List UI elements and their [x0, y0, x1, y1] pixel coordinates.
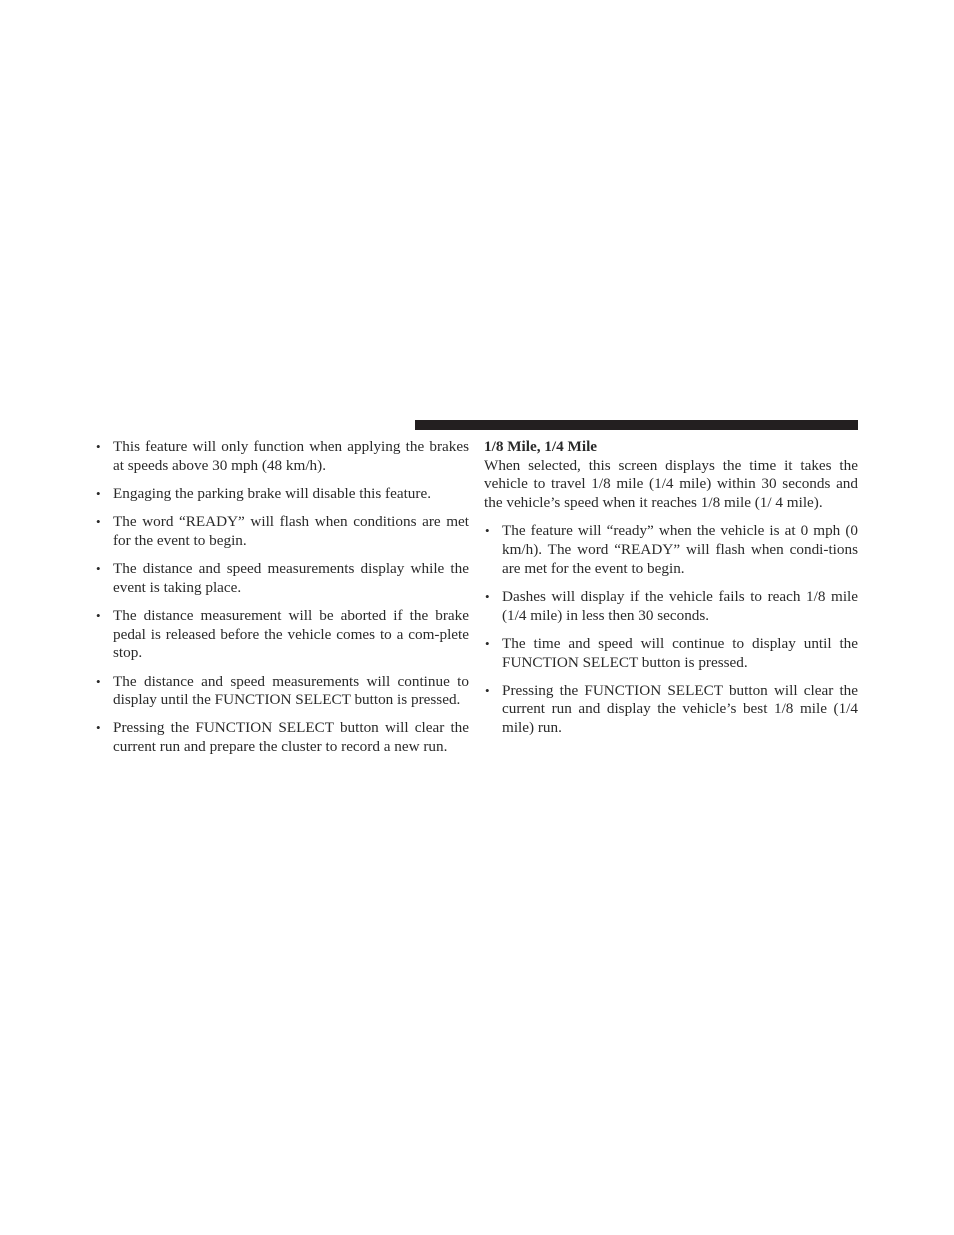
right-bullet-list	[484, 522, 858, 738]
bullet-text: Pressing the FUNCTION SELECT button will clear the current run and display the vehicle’s best 1/8 mile (1/4 mile) run.	[502, 681, 858, 737]
bullet-icon: •	[96, 514, 101, 530]
list-item	[95, 560, 469, 597]
bullet-text: Engaging the parking brake will disable this feature.	[113, 484, 431, 502]
section-header-rule	[415, 420, 858, 430]
bullet-icon: •	[485, 682, 490, 698]
bullet-icon: •	[96, 561, 101, 577]
section-intro: When selected, this screen displays the time it takes the vehicle to travel 1/8 mile (1/4 mile) within 30 seconds and the vehicle’s speed when it reaches 1/8 mile (1/ 4 mile).	[484, 456, 858, 512]
bullet-text: The time and speed will continue to display until the FUNCTION SELECT button is pressed.	[502, 634, 858, 671]
bullet-text: The distance measurement will be aborted if the brake pedal is released before the vehicle comes to a com-plete stop.	[113, 606, 469, 662]
bullet-icon: •	[96, 673, 101, 689]
bullet-icon: •	[96, 439, 101, 454]
bullet-text: The distance and speed measurements will continue to display until the FUNCTION SELECT button is pressed.	[113, 672, 469, 709]
bullet-icon: •	[485, 523, 490, 539]
list-item	[484, 588, 858, 625]
list-item	[95, 485, 469, 504]
section-heading: 1/8 Mile, 1/4 Mile	[484, 438, 598, 455]
bullet-text: The feature will “ready” when the vehicle is at 0 mph (0 km/h). The word “READY” will flash when condi-tions are met for the event to begin.	[502, 522, 858, 577]
list-item	[95, 438, 469, 475]
list-item	[484, 635, 858, 672]
bullet-text: The distance and speed measurements display while the event is taking place.	[113, 560, 469, 596]
left-column	[95, 438, 469, 766]
list-item	[95, 673, 469, 710]
bullet-icon: •	[96, 607, 101, 623]
list-item	[95, 719, 469, 756]
bullet-text: Dashes will display if the vehicle fails to reach 1/8 mile (1/4 mile) in less then 30 seconds.	[502, 587, 858, 624]
list-item	[95, 607, 469, 663]
list-item	[484, 682, 858, 738]
bullet-text: The word “READY” will flash when conditions are met for the event to begin.	[113, 513, 469, 549]
bullet-icon: •	[96, 485, 101, 501]
right-column	[484, 438, 858, 747]
bullet-icon: •	[96, 720, 101, 736]
left-bullet-list	[95, 438, 469, 757]
list-item	[484, 522, 858, 578]
bullet-text: This feature will only function when applying the brakes at speeds above 30 mph (48 km/h).	[113, 438, 469, 474]
list-item	[95, 513, 469, 550]
bullet-text: Pressing the FUNCTION SELECT button will clear the current run and prepare the cluster to record a new run.	[113, 719, 469, 756]
bullet-icon: •	[485, 588, 490, 604]
bullet-icon: •	[485, 635, 490, 651]
